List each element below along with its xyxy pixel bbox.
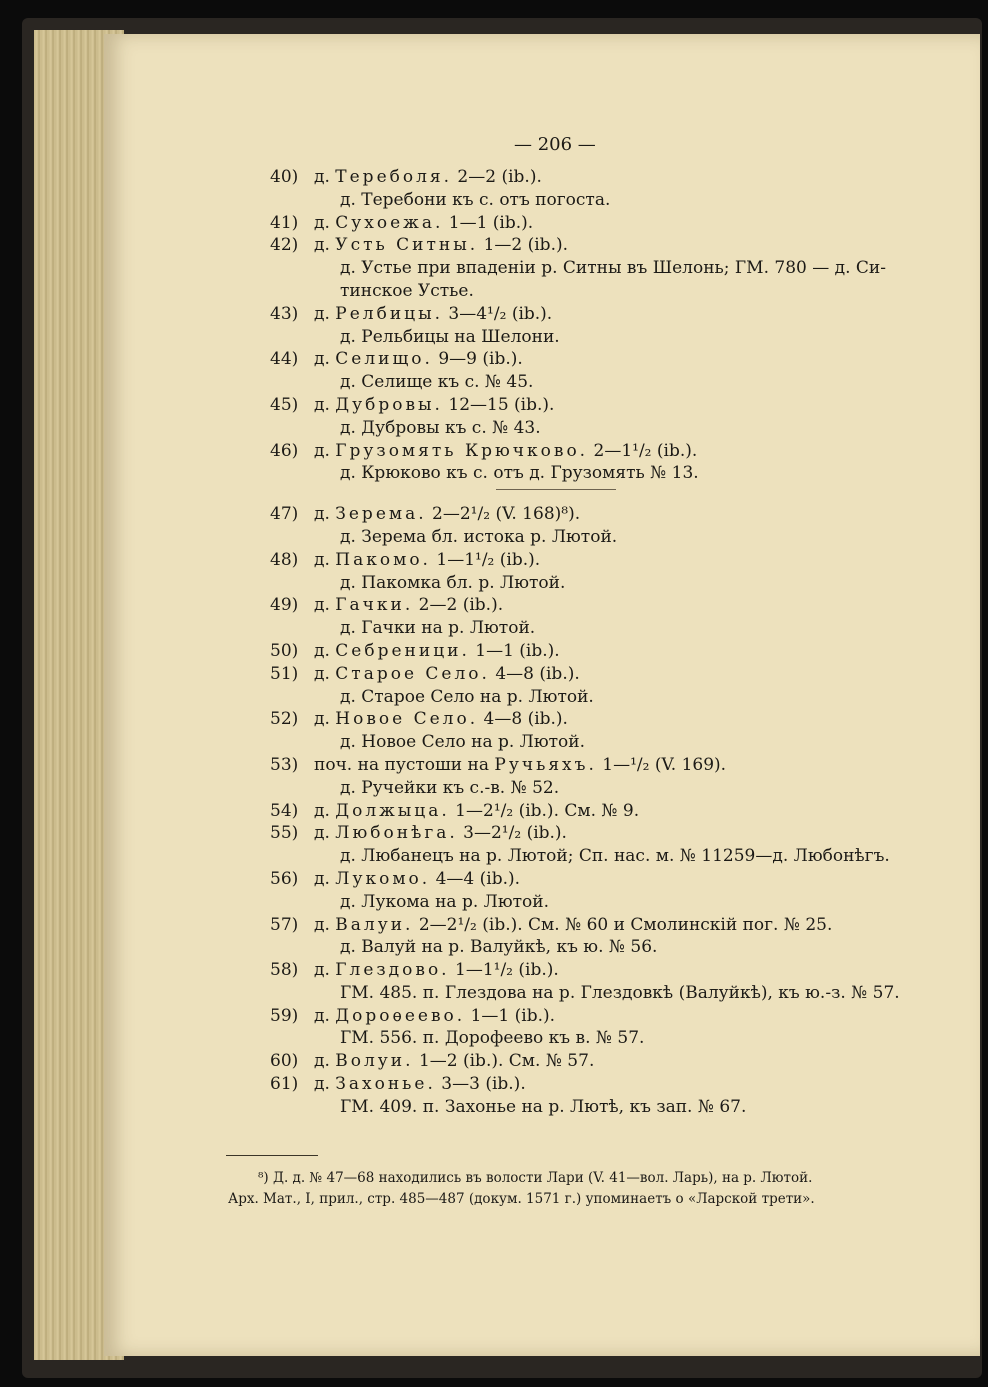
book-page (104, 34, 980, 1356)
entry-heading (314, 822, 567, 845)
entry-values: 4—4 (ib.). (430, 868, 521, 889)
entry-number: 61) (270, 1074, 299, 1095)
entry (104, 234, 980, 302)
entry-heading (314, 594, 503, 617)
entry (104, 1073, 980, 1119)
entry-line (104, 754, 980, 777)
entry-place-name: Зерема. (335, 504, 427, 525)
entry-number: 52) (270, 709, 299, 730)
entry-place-name: Новое Село. (335, 709, 479, 730)
entry-subline-text: д. Зерема бл. истока р. Лютой. (340, 526, 618, 547)
entry (104, 348, 980, 394)
entry-heading (314, 440, 697, 463)
entry (104, 212, 980, 235)
entry-prefix: д. (314, 549, 336, 570)
entry-values: 1—2¹/₂ (ib.). См. № 9. (449, 800, 640, 821)
entry-heading (314, 1005, 555, 1028)
footnote (228, 1168, 888, 1210)
entry (104, 166, 980, 212)
entry (104, 549, 980, 595)
entry-number: 50) (270, 640, 299, 661)
entry-prefix: д. (314, 504, 336, 525)
entry-heading (314, 914, 832, 937)
entry-subline (104, 526, 980, 549)
entry-values: 2—2 (ib.). (413, 595, 504, 616)
entry-prefix: д. (314, 349, 336, 370)
entry-heading (314, 1073, 526, 1096)
entry-subline-text: тинское Устье. (340, 280, 474, 301)
entry-place-name: Ручьяхъ. (494, 754, 597, 775)
entry-number: 49) (270, 595, 299, 616)
footnote-rule (226, 1155, 318, 1156)
entry-values: 2—2¹/₂ (V. 168)⁸). (426, 504, 581, 525)
entry-heading (314, 959, 559, 982)
entry-subline-text: ГМ. 556. п. Дорофеево къ в. № 57. (340, 1028, 645, 1049)
entry-subline-text: ГМ. 485. п. Глездова на р. Глездовкѣ (Валуйкѣ), къ ю.-з. № 57. (340, 982, 900, 1003)
entry-heading (314, 1050, 594, 1073)
entry-prefix: д. (314, 663, 336, 684)
entry (104, 594, 980, 640)
entry-prefix: д. (314, 167, 336, 187)
entry (104, 1005, 980, 1051)
entry-line (104, 212, 980, 235)
entry-values: 1—¹/₂ (V. 169). (596, 754, 727, 775)
entry-place-name: Дубровы. (335, 394, 443, 415)
entry-number: 60) (270, 1051, 299, 1072)
entry (104, 663, 980, 709)
entry-subline (104, 845, 980, 868)
entry-subline-text: д. Ручейки къ с.-в. № 52. (340, 777, 560, 798)
entry-subline-text: д. Валуй на р. Валуйкѣ, къ ю. № 56. (340, 937, 658, 958)
entry-place-name: Валуи. (335, 914, 414, 935)
entry-subline (104, 257, 980, 280)
entry-number: 54) (270, 800, 299, 821)
page-number: — 206 — (514, 134, 596, 155)
entry-values: 1—2 (ib.). См. № 57. (413, 1051, 595, 1072)
entry-line (104, 440, 980, 463)
entry-heading (314, 663, 580, 686)
entry-subline (104, 617, 980, 640)
entry-prefix: поч. на пустоши на (314, 754, 495, 775)
entry-number: 55) (270, 823, 299, 844)
entry-line (104, 1005, 980, 1028)
entry-heading (314, 394, 554, 417)
entry-prefix: д. (314, 303, 336, 324)
entry-subline-text: ГМ. 409. п. Захонье на р. Лютѣ, къ зап. № 67. (340, 1096, 747, 1117)
entry-subline-text: д. Крюково къ с. отъ д. Грузомять № 13. (340, 463, 699, 484)
entry-number: 56) (270, 868, 299, 889)
entry-place-name: Сухоежа. (335, 212, 444, 233)
entry-subline (104, 777, 980, 800)
entry-heading (314, 348, 523, 371)
entry-subline (104, 371, 980, 394)
entry-line (104, 708, 980, 731)
entry-place-name: Должыца. (335, 800, 450, 821)
entry-subline-text: д. Устье при впаденіи р. Ситны въ Шелонь; ГМ. 780 — д. Си- (340, 258, 887, 279)
entry-line (104, 822, 980, 845)
entry-number: 48) (270, 549, 299, 570)
footnote-line-1: ⁸) Д. д. № 47—68 находились въ волости Лари (V. 41—вол. Ларь), на р. Лютой. (258, 1170, 813, 1186)
entry-heading (314, 549, 540, 572)
entry-line (104, 1050, 980, 1073)
entry (104, 914, 980, 960)
entry-place-name: Себреници. (335, 640, 470, 661)
entry-place-name: Усть Ситны. (335, 235, 479, 256)
entry-place-name: Любонѣга. (335, 823, 458, 844)
entry-subline-text: д. Пакомка бл. р. Лютой. (340, 572, 566, 593)
entry-subline (104, 891, 980, 914)
entry-subline (104, 462, 980, 485)
entry-line (104, 594, 980, 617)
entry-subline-text: д. Любанецъ на р. Лютой; Сп. нас. м. № 11259—д. Любонѣгъ. (340, 846, 890, 867)
entry-number: 51) (270, 663, 299, 684)
entry-subline (104, 686, 980, 709)
entry-place-name: Грузомять Крючково. (335, 440, 589, 461)
entry-values: 3—3 (ib.). (435, 1074, 526, 1095)
entry-values: 2—1¹/₂ (ib.). (588, 440, 698, 461)
entry-heading (314, 303, 552, 326)
entry-heading (314, 234, 568, 257)
entry (104, 503, 980, 549)
entry-number: 46) (270, 440, 299, 461)
entry-line (104, 663, 980, 686)
entry-heading (314, 166, 542, 189)
entry-line (104, 166, 980, 189)
entry-number: 41) (270, 212, 299, 233)
entry-number: 53) (270, 754, 299, 775)
entry-place-name: Старое Село. (335, 663, 490, 684)
entry (104, 394, 980, 440)
entry (104, 868, 980, 914)
footnote-line-2: Арх. Мат., I, прил., стр. 485—487 (докум. 1571 г.) упоминаетъ о «Ларской трети». (228, 1191, 815, 1207)
entry-place-name: Тереболя. (335, 167, 453, 187)
entry-subline-text: д. Лукома на р. Лютой. (340, 891, 550, 912)
entry-place-name: Пакомо. (335, 549, 431, 570)
entry-line (104, 914, 980, 937)
page-content (104, 34, 980, 1356)
entry-number: 45) (270, 394, 299, 415)
entry-line (104, 1073, 980, 1096)
entry-line (104, 234, 980, 257)
entry (104, 440, 980, 486)
section-separator (104, 485, 980, 503)
entry (104, 959, 980, 1005)
entry-heading (314, 868, 520, 891)
entry-prefix: д. (314, 960, 336, 981)
entry-place-name: Глездово. (335, 960, 450, 981)
entry-values: 9—9 (ib.). (432, 349, 523, 370)
entry-heading (314, 640, 560, 663)
entry-heading (314, 754, 726, 777)
entry-heading (314, 503, 580, 526)
entry-number: 59) (270, 1005, 299, 1026)
entry-subline (104, 1096, 980, 1119)
entry-line (104, 640, 980, 663)
entry (104, 800, 980, 823)
entry-subline-text: д. Теребони къ с. отъ погоста. (340, 189, 611, 210)
entry-prefix: д. (314, 440, 336, 461)
entry-subline-text: д. Гачки на р. Лютой. (340, 618, 536, 639)
entry-place-name: Захонье. (335, 1074, 436, 1095)
entry (104, 822, 980, 868)
entry-prefix: д. (314, 868, 336, 889)
entry-line (104, 549, 980, 572)
entry-line (104, 394, 980, 417)
entry-prefix: д. (314, 212, 336, 233)
entry-line (104, 868, 980, 891)
entry-values: 12—15 (ib.). (442, 394, 555, 415)
entry-prefix: д. (314, 1074, 336, 1095)
entry-subline-text: д. Селище къ с. № 45. (340, 372, 534, 393)
entry-prefix: д. (314, 709, 336, 730)
entries-list (104, 166, 980, 1119)
entry-prefix: д. (314, 595, 336, 616)
entry-heading (314, 212, 533, 235)
entry-prefix: д. (314, 235, 336, 256)
entry-place-name: Гачки. (335, 595, 414, 616)
entry-line (104, 959, 980, 982)
entry-values: 2—2 (ib.). (452, 167, 542, 187)
entry-number: 57) (270, 914, 299, 935)
entry-place-name: Релбицы. (335, 303, 444, 324)
entry-place-name: Волуи. (335, 1051, 414, 1072)
entry-prefix: д. (314, 914, 336, 935)
entry-values: 2—2¹/₂ (ib.). См. № 60 и Смолинскій пог. № 25. (413, 914, 833, 935)
entry-number: 42) (270, 235, 299, 256)
entry-subline (104, 280, 980, 303)
entry-line (104, 348, 980, 371)
entry (104, 708, 980, 754)
entry-values: 1—1 (ib.). (465, 1005, 556, 1026)
entry-subline (104, 417, 980, 440)
entry-number: 47) (270, 504, 299, 525)
entry (104, 640, 980, 663)
entry-prefix: д. (314, 800, 336, 821)
entry-values: 1—1¹/₂ (ib.). (430, 549, 541, 570)
entry-subline (104, 189, 980, 212)
entry-subline (104, 731, 980, 754)
entry-subline (104, 572, 980, 595)
entry-line (104, 800, 980, 823)
entry (104, 1050, 980, 1073)
entry-prefix: д. (314, 640, 336, 661)
entry-number: 40) (270, 167, 299, 187)
entry (104, 303, 980, 349)
entry-place-name: Селищо. (335, 349, 433, 370)
entry-line (104, 503, 980, 526)
entry-number: 44) (270, 349, 299, 370)
entry (104, 754, 980, 800)
entry-place-name: Дороѳеево. (335, 1005, 466, 1026)
entry-heading (314, 708, 568, 731)
entry-subline-text: д. Дубровы къ с. № 43. (340, 417, 541, 438)
entry-values: 1—1 (ib.). (443, 212, 534, 233)
entry-values: 3—4¹/₂ (ib.). (443, 303, 553, 324)
entry-prefix: д. (314, 823, 336, 844)
entry-values: 4—8 (ib.). (478, 709, 568, 730)
entry-subline-text: д. Старое Село на р. Лютой. (340, 686, 594, 707)
entry-line (104, 303, 980, 326)
entry-number: 43) (270, 303, 299, 324)
entry-values: 1—1 (ib.). (469, 640, 560, 661)
entry-number: 58) (270, 960, 299, 981)
entry-subline-text: д. Рельбицы на Шелони. (340, 326, 560, 347)
entry-values: 1—2 (ib.). (478, 235, 569, 256)
entry-prefix: д. (314, 1051, 336, 1072)
entry-values: 3—2¹/₂ (ib.). (457, 823, 567, 844)
entry-values: 1—1¹/₂ (ib.). (449, 960, 559, 981)
entry-prefix: д. (314, 1005, 336, 1026)
entry-place-name: Лукомо. (335, 868, 431, 889)
entry-subline-text: д. Новое Село на р. Лютой. (340, 732, 586, 753)
entry-subline (104, 936, 980, 959)
entry-heading (314, 800, 639, 823)
entry-subline (104, 982, 980, 1005)
entry-subline (104, 326, 980, 349)
entry-values: 4—8 (ib.). (489, 663, 580, 684)
entry-prefix: д. (314, 394, 336, 415)
entry-subline (104, 1027, 980, 1050)
